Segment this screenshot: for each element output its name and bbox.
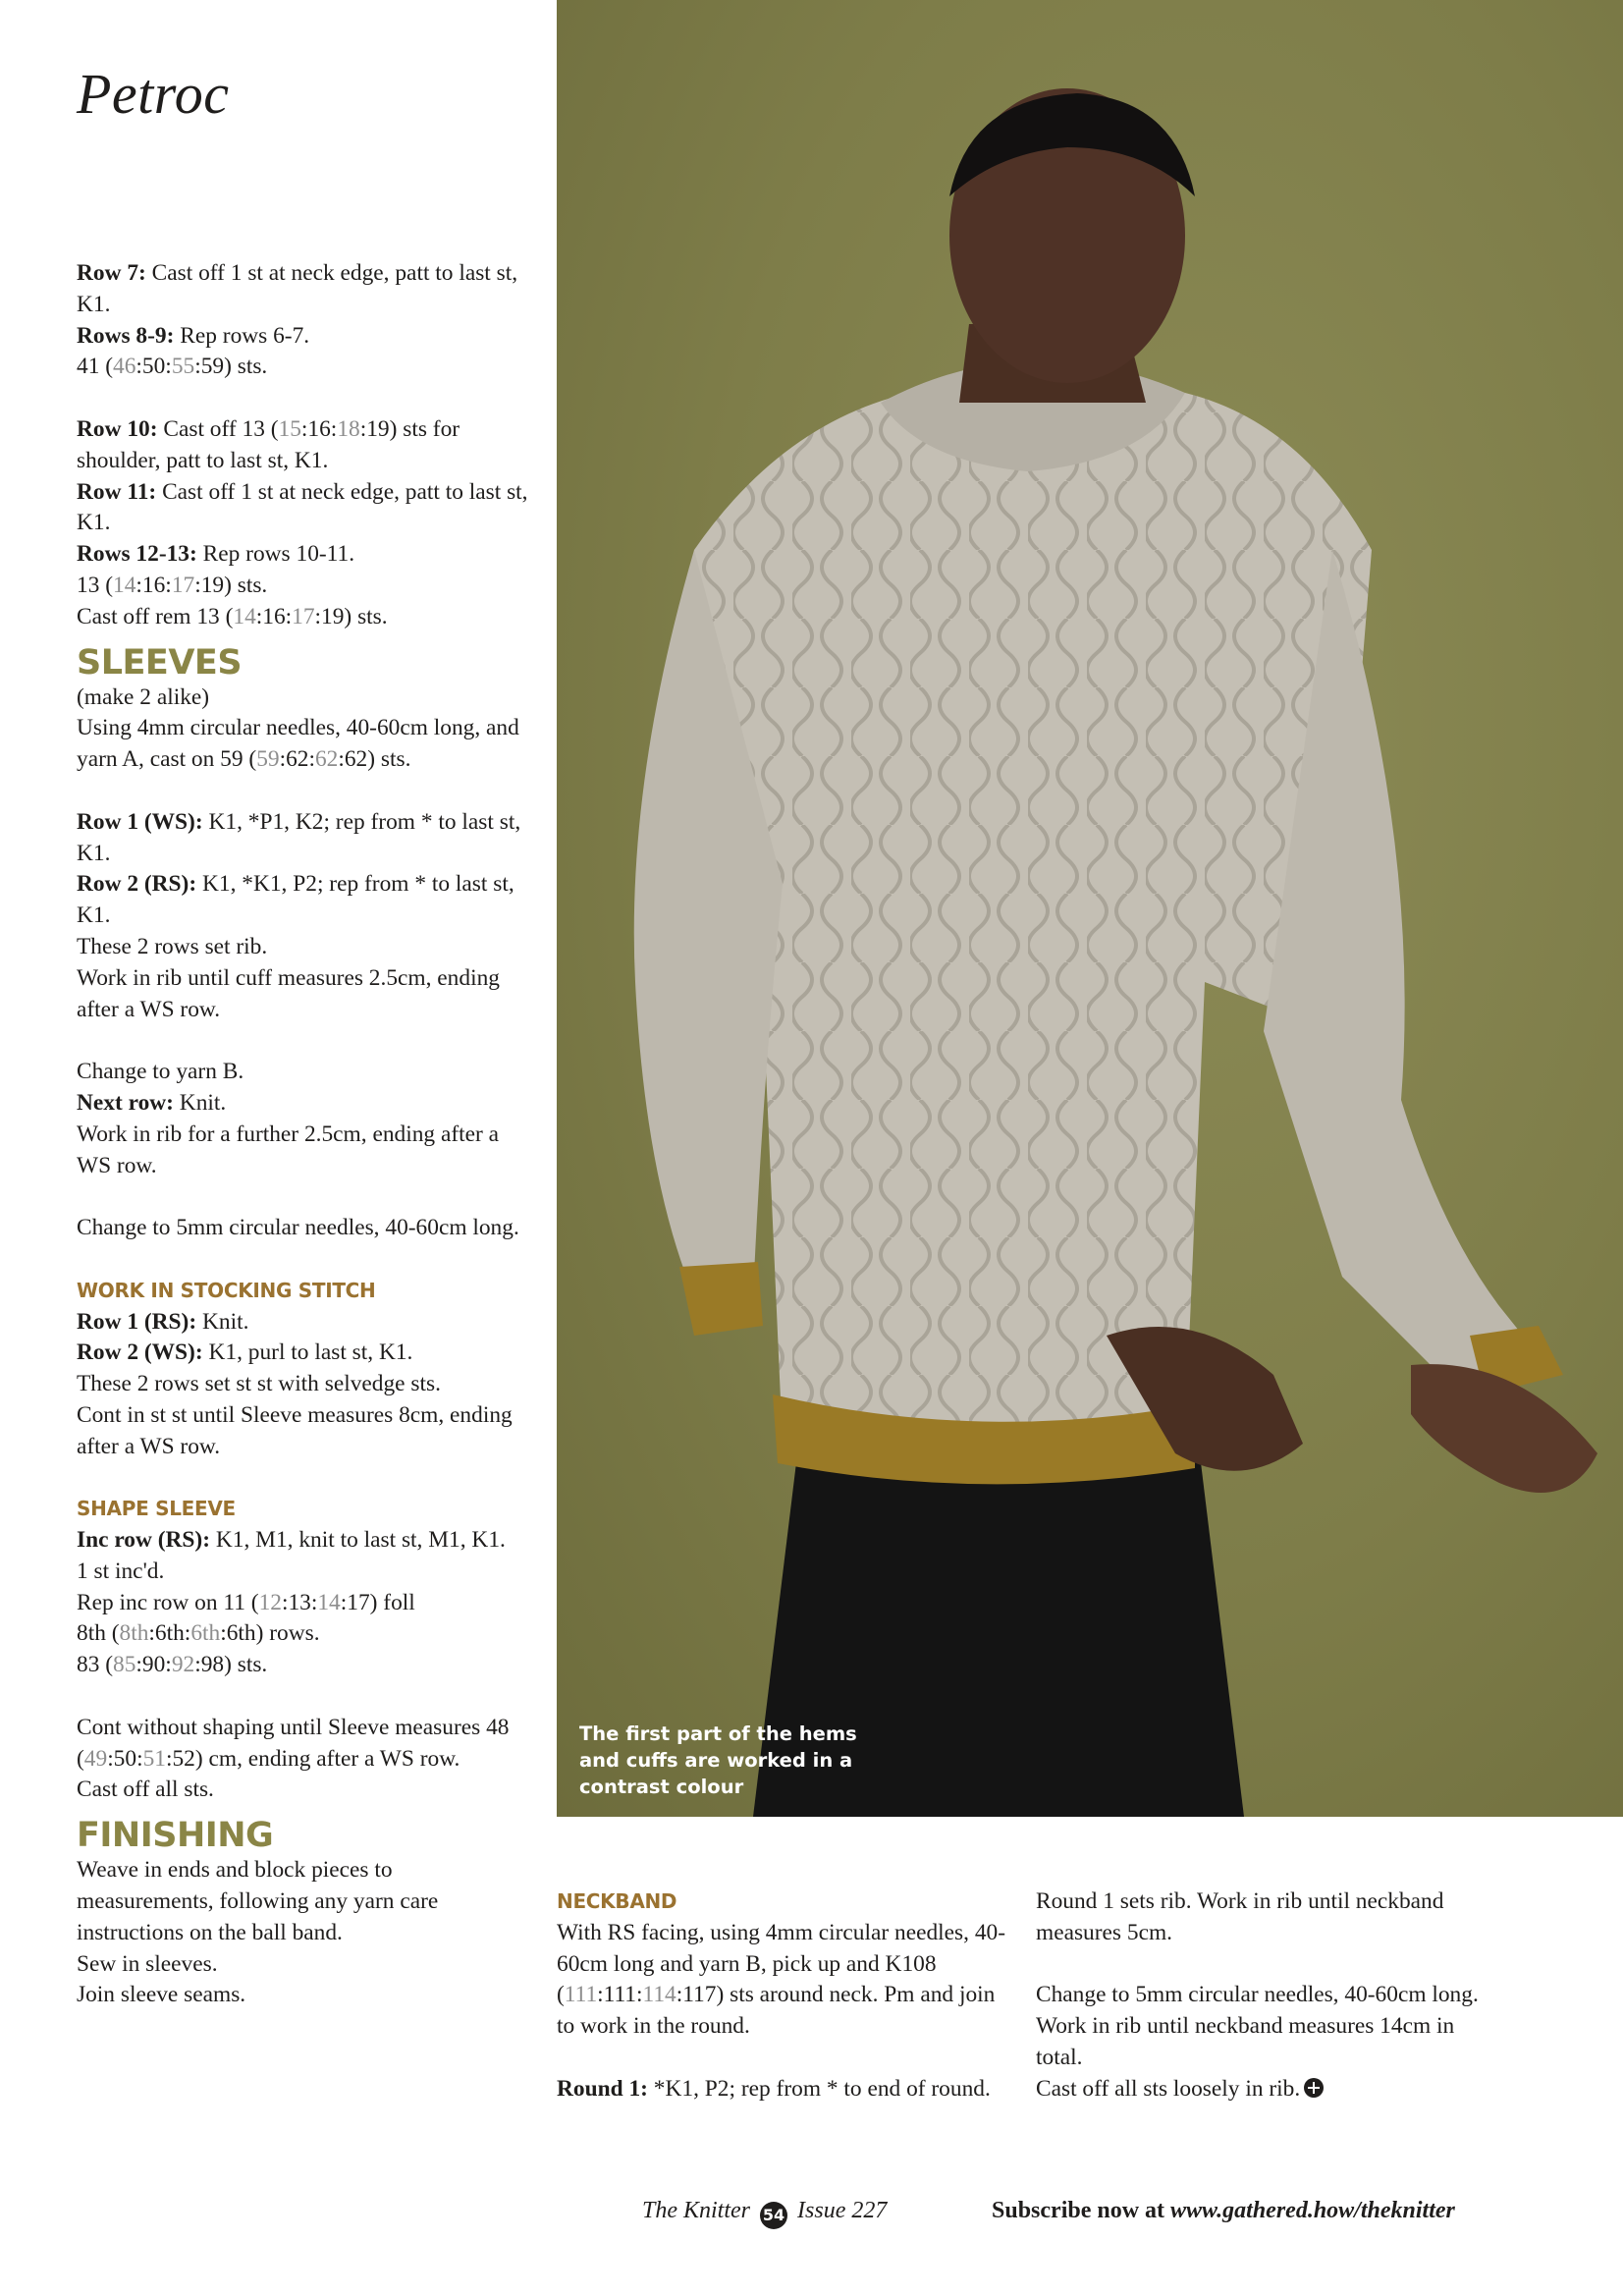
issue-number: Issue 227 [797, 2198, 888, 2223]
ss-set: These 2 rows set st st with selvedge sts. [77, 1371, 441, 1397]
sleeves-heading: SLEEVES [77, 642, 243, 683]
inc-row: Inc row (RS): K1, M1, knit to last st, M1, K1. [77, 1527, 506, 1554]
left-column [77, 258, 528, 2011]
shape-sleeve-heading: SHAPE SLEEVE [77, 1497, 236, 1521]
photo-caption: The first part of the hems and cuffs are worked in a contrast colour [579, 1722, 857, 1798]
sleeve-cast-on: Using 4mm circular needles, 40-60cm long, and yarn A, cast on 59 (59:62:62:62) sts. [77, 715, 519, 773]
change-yarn-b: Change to yarn B. [77, 1059, 244, 1085]
neckband-change-5mm: Change to 5mm circular needles, 40-60cm long. [1036, 1982, 1479, 2008]
right-column [1036, 1886, 1497, 2105]
cast-off-all: Cast off all sts. [77, 1777, 214, 1803]
cont-without-shaping: Cont without shaping until Sleeve measures 48 (49:50:51:52) cm, ending after a WS row. [77, 1714, 510, 1772]
row-7: Row 7: Cast off 1 st at neck edge, patt to last st, K1. [77, 260, 518, 317]
work-rib-further: Work in rib for a further 2.5cm, ending after a WS row. [77, 1121, 500, 1178]
subscribe-link[interactable]: www.gathered.how/theknitter [1170, 2198, 1455, 2223]
model-illustration [557, 0, 1623, 1817]
cast-off-loosely: Cast off all sts loosely in rib. [1036, 2074, 1497, 2105]
change-5mm-needles: Change to 5mm circular needles, 40-60cm long. [77, 1215, 519, 1241]
page-number: 54 [760, 2202, 787, 2229]
subscribe-text: Subscribe now at [992, 2198, 1165, 2223]
rows-8-9: Rows 8-9: Rep rows 6-7. [77, 322, 310, 349]
sew-in-sleeves: Sew in sleeves. [77, 1950, 218, 1977]
round-1-sets-rib: Round 1 sets rib. Work in rib until neckband measures 5cm. [1036, 1888, 1444, 1945]
join-sleeve-seams: Join sleeve seams. [77, 1982, 246, 2008]
end-of-pattern-icon [1304, 2078, 1324, 2098]
model-photo [557, 0, 1623, 1817]
weave-in-ends: Weave in ends and block pieces to measurements, following any yarn care instructions on the ball band. [77, 1857, 439, 1945]
work-rib-cuff: Work in rib until cuff measures 2.5cm, ending after a WS row. [77, 964, 500, 1022]
next-row: Next row: Knit. [77, 1089, 227, 1116]
rep-inc-row-2: 8th (8th:6th:6th:6th) rows. [77, 1620, 320, 1647]
ss-row-1: Row 1 (RS): Knit. [77, 1308, 249, 1335]
magazine-name: The Knitter [642, 2198, 751, 2223]
footer-issue [642, 2196, 887, 2229]
finishing-heading: FINISHING [77, 1816, 274, 1856]
cast-off-remaining: Cast off rem 13 (14:16:17:19) sts. [77, 603, 388, 629]
pattern-title: Petroc [77, 62, 230, 126]
stocking-stitch-heading: WORK IN STOCKING STITCH [77, 1278, 376, 1302]
row-10: Row 10: Cast off 13 (15:16:18:19) sts for shoulder, patt to last st, K1. [77, 415, 460, 473]
ss-row-2: Row 2 (WS): K1, purl to last st, K1. [77, 1339, 413, 1366]
middle-column [557, 1886, 1008, 2105]
sleeve-row-2: Row 2 (RS): K1, *K1, P2; rep from * to last st, K1. [77, 871, 514, 929]
rows-12-13: Rows 12-13: Rep rows 10-11. [77, 541, 355, 568]
rep-inc-row: Rep inc row on 11 (12:13:14:17) foll [77, 1589, 415, 1615]
set-rib: These 2 rows set rib. [77, 933, 268, 959]
row-11: Row 11: Cast off 1 st at neck edge, patt to last st, K1. [77, 478, 528, 536]
ss-continue: Cont in st st until Sleeve measures 8cm, ending after a WS row. [77, 1401, 513, 1459]
stitch-count-41: 41 (46:50:55:59) sts. [77, 354, 268, 380]
sleeve-row-1: Row 1 (WS): K1, *P1, K2; rep from * to last st, K1. [77, 808, 521, 866]
footer-subscribe [992, 2196, 1455, 2225]
inc-note: 1 st inc'd. [77, 1558, 165, 1584]
stitch-count-13: 13 (14:16:17:19) sts. [77, 572, 268, 598]
make-2-alike: (make 2 alike) [77, 683, 210, 710]
neckband-heading: NECKBAND [557, 1889, 677, 1913]
neckband-pick-up: With RS facing, using 4mm circular needles, 40-60cm long and yarn B, pick up and K108 (111:111:114:117) sts around neck. Pm and join to work in the round. [557, 1919, 1006, 2040]
neckband-round-1: Round 1: *K1, P2; rep from * to end of round. [557, 2075, 991, 2102]
work-rib-14cm: Work in rib until neckband measures 14cm in total. [1036, 2013, 1455, 2070]
stitch-count-83: 83 (85:90:92:98) sts. [77, 1652, 268, 1678]
